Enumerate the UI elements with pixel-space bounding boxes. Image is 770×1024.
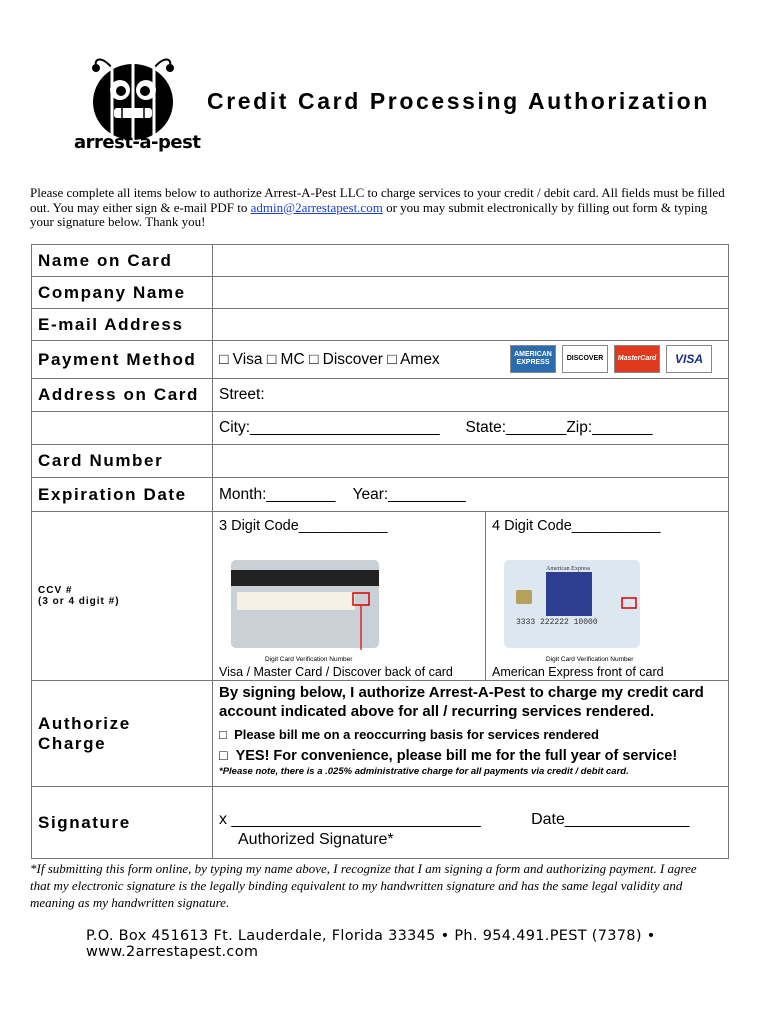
signature-cell[interactable]: [213, 787, 729, 859]
city-state-zip-field[interactable]: City:______________________ State:_______Zip:_______: [213, 412, 729, 445]
expiration-field[interactable]: Month:________ Year:_________: [213, 478, 729, 512]
card-back-illustration: [231, 560, 379, 650]
label-company-name: Company Name: [32, 277, 213, 309]
checkbox-discover[interactable]: □ Discover: [308, 350, 383, 368]
label-payment-method: Payment Method: [32, 341, 213, 379]
email-link[interactable]: admin@2arrestapest.com: [250, 199, 383, 215]
checkbox-amex[interactable]: □ Amex: [387, 350, 440, 368]
footer-address: P.O. Box 451613 Ft. Lauderdale, Florida 33345 • Ph. 954.491.PEST (7378) • www.2arrestapest.com: [86, 928, 656, 960]
amex-logo: AMERICAN EXPRESS: [510, 345, 556, 373]
page-title: Credit Card Processing Authorization: [207, 88, 710, 114]
footnote: *If submitting this form online, by typing my name above, I recognize that I am signing a form and authorizing payment. I agree that my electronic signature is the legally binding equivalent to my handwritten signature and has the same legal validity and meaning as my handwritten signature.: [30, 861, 697, 910]
label-card-number: Card Number: [32, 445, 213, 478]
label-ccv: CCV # (3 or 4 digit #): [32, 512, 213, 681]
ccv-back-caption: Visa / Master Card / Discover back of card: [219, 665, 453, 679]
email-address-field[interactable]: [213, 309, 729, 341]
signature-line[interactable]: x ____________________________: [219, 810, 481, 828]
label-expiration-date: Expiration Date: [32, 478, 213, 512]
visa-logo: VISA: [666, 345, 712, 373]
intro-text: Please complete all items below to authorize Arrest-A-Pest LLC to charge services to your credit / debit card. All fields must be filled out. You may either sign & e-mail PDF to admin@2arrestapest.com or you may submit electronically by filling out form & typing your signature below. Thank you!: [30, 185, 725, 229]
amex-card-number: 3333 222222 10000: [516, 618, 598, 627]
logo-wordmark: arrest-a-pest: [74, 132, 201, 153]
card-front-illustration: [504, 560, 640, 650]
date-line[interactable]: Date______________: [531, 810, 690, 828]
card-number-field[interactable]: [213, 445, 729, 478]
label-address-on-card: Address on Card: [32, 379, 213, 412]
signature-caption: Authorized Signature*: [238, 830, 394, 848]
authorize-statement: By signing below, I authorize Arrest-A-Pest to charge my credit card account indicated above for all / recurring services rendered.: [219, 684, 704, 720]
mastercard-logo: MasterCard: [614, 345, 660, 373]
checkbox-visa[interactable]: □ Visa: [219, 350, 263, 368]
admin-charge-note: *Please note, there is a .025% administrative charge for all payments via credit / debit card.: [219, 766, 629, 777]
label-email-address: E-mail Address: [32, 309, 213, 341]
company-name-field[interactable]: [213, 277, 729, 309]
label-authorize-charge: Authorize Charge: [32, 681, 213, 787]
label-signature: Signature: [32, 787, 213, 859]
option-reoccurring[interactable]: □ Please bill me on a reoccurring basis for services rendered: [219, 727, 599, 742]
amex-card-title: American Express: [546, 566, 591, 572]
street-field[interactable]: Street:: [213, 379, 729, 412]
authorization-form: [31, 244, 729, 859]
payment-method-field: [213, 341, 729, 379]
ccv-cell: [213, 512, 729, 681]
card-logos: [510, 345, 712, 373]
ccv-four-digit[interactable]: 4 Digit Code___________ American Express 3333 222222 10000 Digit Card Verification Number American Express front of card: [492, 518, 664, 679]
name-on-card-field[interactable]: [213, 245, 729, 277]
ccv-three-digit[interactable]: 3 Digit Code___________ Digit Card Verification Number Visa / Master Card / Discover back of card: [213, 512, 486, 680]
discover-logo: DISCOVER: [562, 345, 608, 373]
checkbox-mc[interactable]: □ MC: [266, 350, 305, 368]
label-name-on-card: Name on Card: [32, 245, 213, 277]
authorize-cell: [213, 681, 729, 787]
ccv-front-caption: American Express front of card: [492, 665, 664, 679]
option-full-year[interactable]: □ YES! For convenience, please bill me for the full year of service!: [219, 748, 678, 764]
